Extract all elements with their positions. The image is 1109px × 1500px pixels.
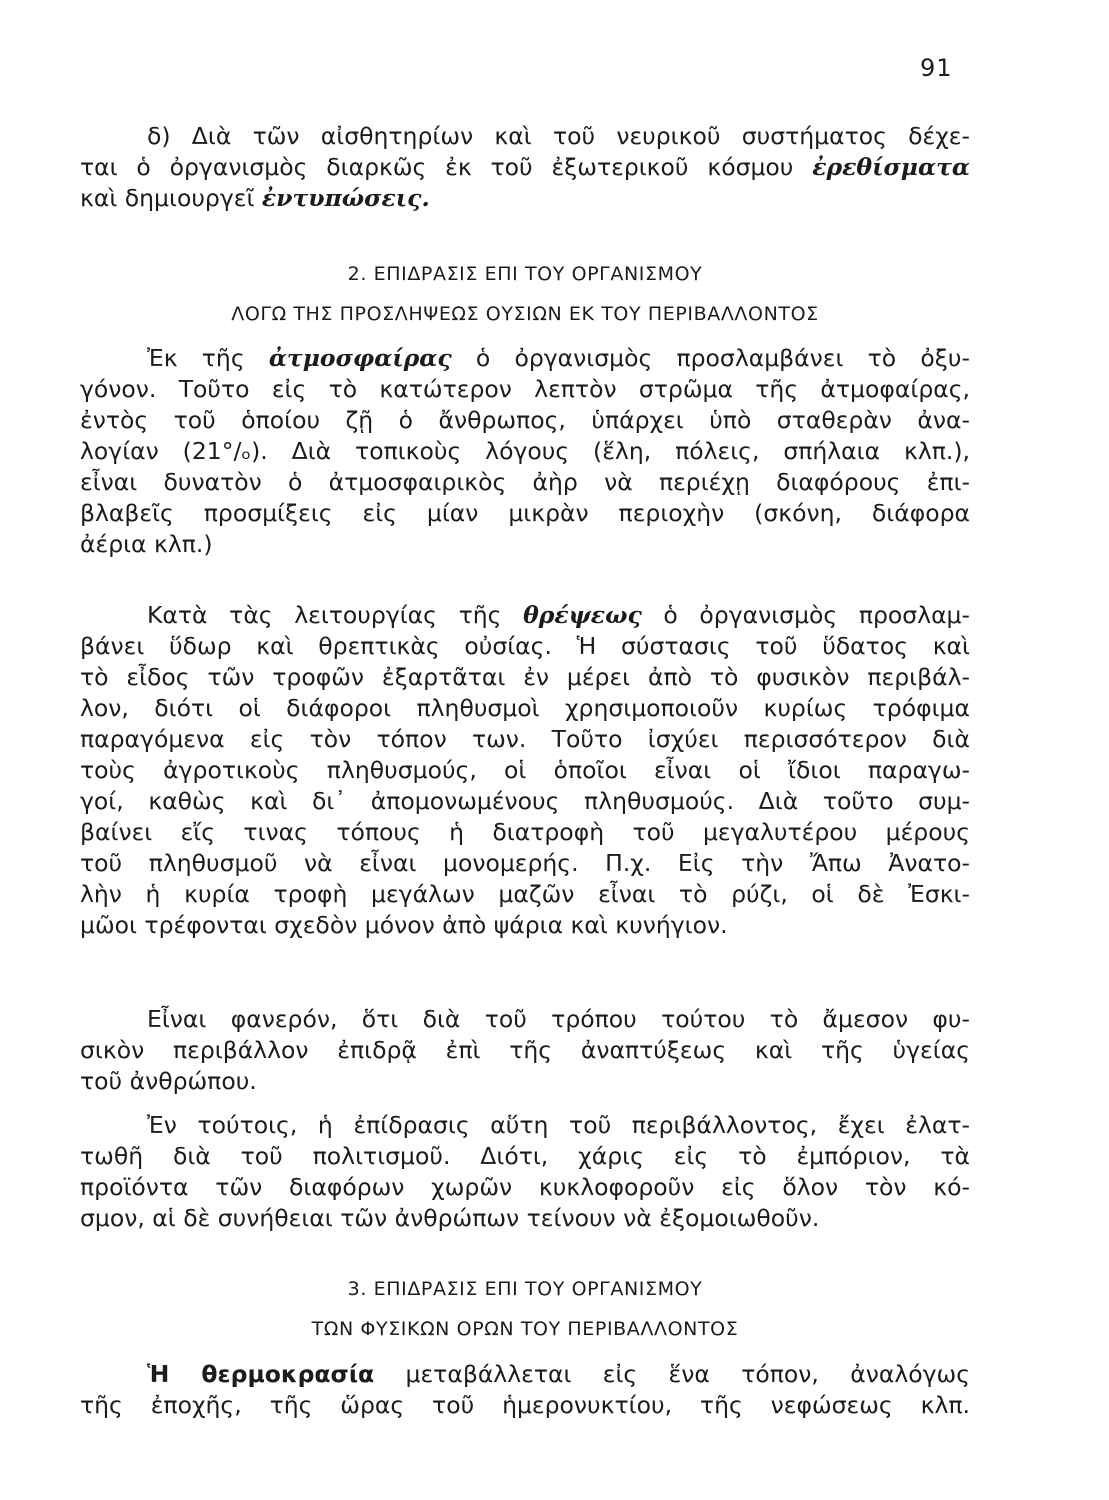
text-line: γόνον. Τοῦτο εἰς τὸ κατώτερον λεπτὸν στρῶμα τῆς ἀτμοφαίρας, bbox=[80, 375, 970, 403]
paragraph-nutrition bbox=[80, 600, 970, 941]
text-line: βαίνει εἴς τινας τόπους ἡ διατροφὴ τοῦ μεγαλυτέρου μέρους bbox=[80, 818, 970, 846]
text-line: καὶ δημιουργεῖ ἐντυπώσεις. bbox=[80, 184, 430, 212]
emphasis-text: θρέψεως bbox=[523, 601, 642, 629]
text-line: σμον, αἱ δὲ συνήθειαι τῶν ἀνθρώπων τείνουν νὰ ἐξομοιωθοῦν. bbox=[80, 1204, 820, 1232]
text-line: γοί, καθὼς καὶ δι᾽ ἀπομονωμένους πληθυσμούς. Διὰ τοῦτο συμ- bbox=[80, 787, 970, 815]
text-line: τῆς ἐποχῆς, τῆς ὥρας τοῦ ἡμερονυκτίου, τῆς νεφώσεως κλπ. bbox=[80, 1391, 970, 1419]
text-line: Ἡ θερμοκρασία μεταβάλλεται εἰς ἕνα τόπον, ἀναλόγως bbox=[147, 1360, 970, 1388]
text-line: λον, διότι οἱ διάφοροι πληθυσμοὶ χρησιμοποιοῦν κυρίως τρόφιμα bbox=[80, 694, 970, 722]
text-line: τοῦ πληθυσμοῦ νὰ εἶναι μονομερής. Π.χ. Εἰς τὴν Ἄπω Ἀνατο- bbox=[80, 849, 970, 877]
heading-line: ΛΟΓΩ ΤΗΣ ΠΡΟΣΛΗΨΕΩΣ ΟΥΣΙΩΝ ΕΚ ΤΟΥ ΠΕΡΙΒΑΛΛΟΝΤΟΣ bbox=[231, 303, 819, 325]
section-3-heading bbox=[80, 1269, 970, 1349]
heading-line: ΤΩΝ ΦΥΣΙΚΩΝ ΟΡΩΝ ΤΟΥ ΠΕΡΙΒΑΛΛΟΝΤΟΣ bbox=[311, 1318, 739, 1340]
page-number: 91 bbox=[920, 54, 953, 82]
text-line: ἀέρια κλπ.) bbox=[80, 530, 213, 558]
text-line: Κατὰ τὰς λειτουργίας τῆς θρέψεως ὁ ὀργανισμὸς προσλαμ- bbox=[147, 601, 970, 629]
text-line: ἐντὸς τοῦ ὁποίου ζῇ ὁ ἄνθρωπος, ὑπάρχει ὑπὸ σταθερὰν ἀνα- bbox=[80, 406, 970, 434]
paragraph-evident bbox=[80, 1004, 970, 1097]
section-2-heading bbox=[80, 254, 970, 334]
text-line: παραγόμενα εἰς τὸν τόπον των. Τοῦτο ἰσχύει περισσότερον διὰ bbox=[80, 725, 970, 753]
text-line: δ) Διὰ τῶν αἰσθητηρίων καὶ τοῦ νευρικοῦ συστήματος δέχε- bbox=[147, 122, 970, 150]
emphasis-text: Ἡ θερμοκρασία bbox=[147, 1360, 375, 1388]
text-line: τωθῆ διὰ τοῦ πολιτισμοῦ. Διότι, χάρις εἰς τὸ ἐμπόριον, τὰ bbox=[80, 1142, 970, 1170]
text-line: τοὺς ἀγροτικοὺς πληθυσμούς, οἱ ὁποῖοι εἶναι οἱ ἴδιοι παραγω- bbox=[80, 756, 970, 784]
paragraph-however bbox=[80, 1110, 970, 1234]
heading-line: 3. ΕΠΙΔΡΑΣΙΣ ΕΠΙ ΤΟΥ ΟΡΓΑΝΙΣΜΟΥ bbox=[347, 1278, 703, 1300]
text-line: ται ὁ ὀργανισμὸς διαρκῶς ἐκ τοῦ ἐξωτερικοῦ κόσμου ἐρεθίσματα bbox=[80, 153, 970, 181]
text-line: λογίαν (21°/ₒ). Διὰ τοπικοὺς λόγους (ἕλη, πόλεις, σπήλαια κλπ.), bbox=[80, 437, 970, 465]
text-line: Εἶναι φανερόν, ὅτι διὰ τοῦ τρόπου τούτου τὸ ἄμεσον φυ- bbox=[147, 1005, 970, 1033]
text-line: Ἐν τούτοις, ἡ ἐπίδρασις αὕτη τοῦ περιβάλλοντος, ἔχει ἐλατ- bbox=[147, 1111, 970, 1139]
paragraph-delta bbox=[80, 121, 970, 214]
text-line: τοῦ ἀνθρώπου. bbox=[80, 1067, 257, 1095]
text-line: προϊόντα τῶν διαφόρων χωρῶν κυκλοφοροῦν εἰς ὅλον τὸν κό- bbox=[80, 1173, 970, 1201]
paragraph-temperature bbox=[80, 1359, 970, 1421]
paragraph-atmosphere bbox=[80, 343, 970, 560]
text-line: βάνει ὕδωρ καὶ θρεπτικὰς οὐσίας. Ἡ σύστασις τοῦ ὕδατος καὶ bbox=[80, 632, 970, 660]
emphasis-text: ἐντυπώσεις. bbox=[261, 184, 430, 212]
emphasis-text: ἐρεθίσματα bbox=[812, 153, 970, 181]
text-line: εἶναι δυνατὸν ὁ ἀτμοσφαιρικὸς ἀὴρ νὰ περιέχῃ διαφόρους ἐπι- bbox=[80, 468, 970, 496]
text-line: Ἐκ τῆς ἀτμοσφαίρας ὁ ὀργανισμὸς προσλαμβάνει τὸ ὀξυ- bbox=[147, 344, 970, 372]
text-line: τὸ εἶδος τῶν τροφῶν ἐξαρτᾶται ἐν μέρει ἀπὸ τὸ φυσικὸν περιβάλ- bbox=[80, 663, 970, 691]
text-line: λὴν ἡ κυρία τροφὴ μεγάλων μαζῶν εἶναι τὸ ρύζι, οἱ δὲ Ἐσκι- bbox=[80, 880, 970, 908]
heading-line: 2. ΕΠΙΔΡΑΣΙΣ ΕΠΙ ΤΟΥ ΟΡΓΑΝΙΣΜΟΥ bbox=[347, 263, 703, 285]
emphasis-text: ἀτμοσφαίρας bbox=[268, 344, 452, 372]
text-line: μῶοι τρέφονται σχεδὸν μόνον ἀπὸ ψάρια καὶ κυνήγιον. bbox=[80, 911, 728, 939]
text-line: σικὸν περιβάλλον ἐπιδρᾷ ἐπὶ τῆς ἀναπτύξεως καὶ τῆς ὑγείας bbox=[80, 1036, 970, 1064]
text-line: βλαβεῖς προσμίξεις εἰς μίαν μικρὰν περιοχὴν (σκόνη, διάφορα bbox=[80, 499, 970, 527]
